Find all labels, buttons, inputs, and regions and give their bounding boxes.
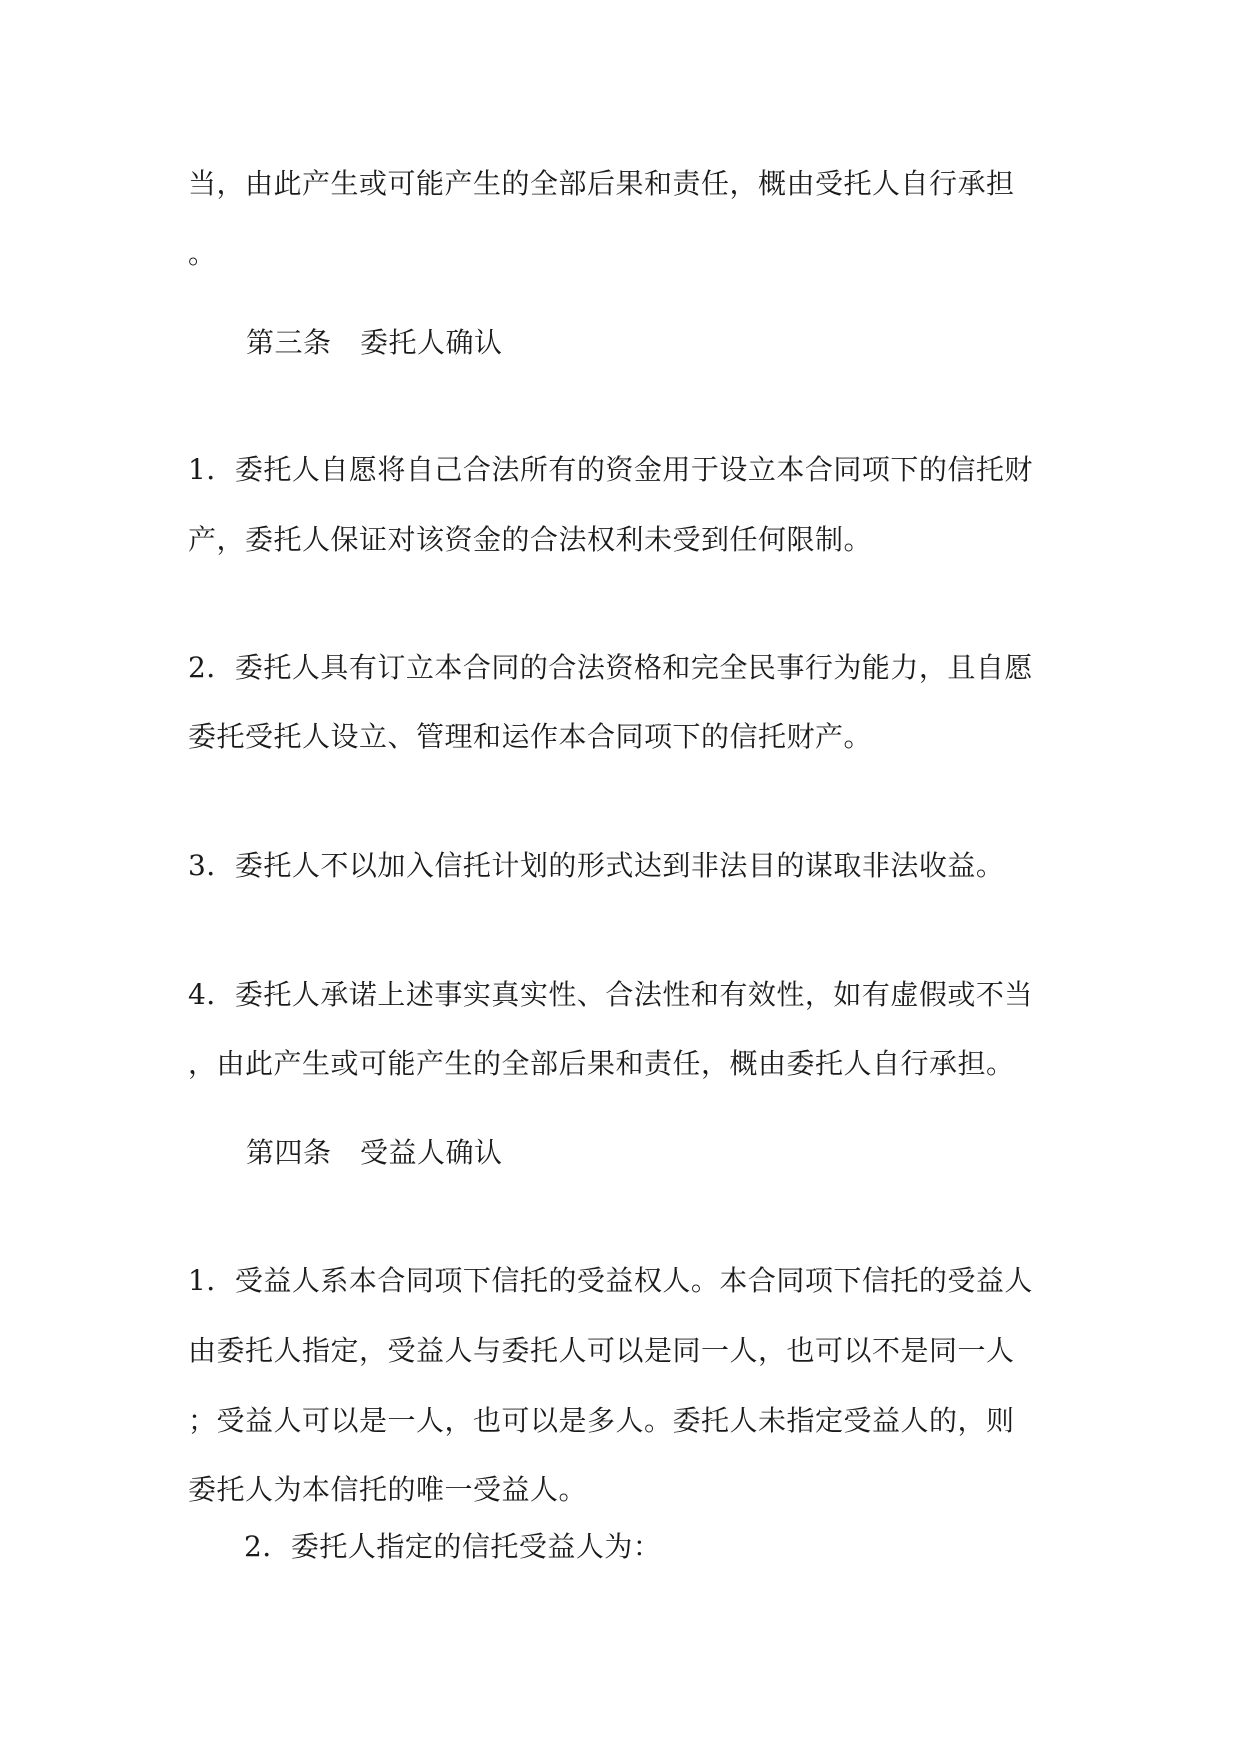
text-line: 2．委托人指定的信托受益人为： (244, 1530, 662, 1563)
text-line: 1．委托人自愿将自己合法所有的资金用于设立本合同项下的信托财 (188, 453, 1033, 486)
text-line: 委托受托人设立、管理和运作本合同项下的信托财产。 (188, 720, 873, 753)
article-heading-4: 第四条 受益人确认 (246, 1136, 503, 1169)
text-line: 4．委托人承诺上述事实真实性、合法性和有效性，如有虚假或不当 (188, 978, 1033, 1011)
text-line: ，由此产生或可能产生的全部后果和责任，概由委托人自行承担。 (188, 1047, 1015, 1080)
text-line: ；受益人可以是一人，也可以是多人。委托人未指定受益人的，则 (188, 1404, 1015, 1437)
text-line: 委托人为本信托的唯一受益人。 (188, 1473, 588, 1506)
text-line: 。 (188, 237, 217, 270)
article-heading-3: 第三条 委托人确认 (246, 326, 503, 359)
text-line: 3．委托人不以加入信托计划的形式达到非法目的谋取非法收益。 (188, 849, 1005, 882)
text-line: 当，由此产生或可能产生的全部后果和责任，概由受托人自行承担 (188, 167, 1015, 200)
text-line: 2．委托人具有订立本合同的合法资格和完全民事行为能力，且自愿 (188, 651, 1033, 684)
text-line: 由委托人指定，受益人与委托人可以是同一人，也可以不是同一人 (188, 1334, 1015, 1367)
text-line: 1．受益人系本合同项下信托的受益权人。本合同项下信托的受益人 (188, 1264, 1033, 1297)
text-line: 产，委托人保证对该资金的合法权利未受到任何限制。 (188, 523, 873, 556)
